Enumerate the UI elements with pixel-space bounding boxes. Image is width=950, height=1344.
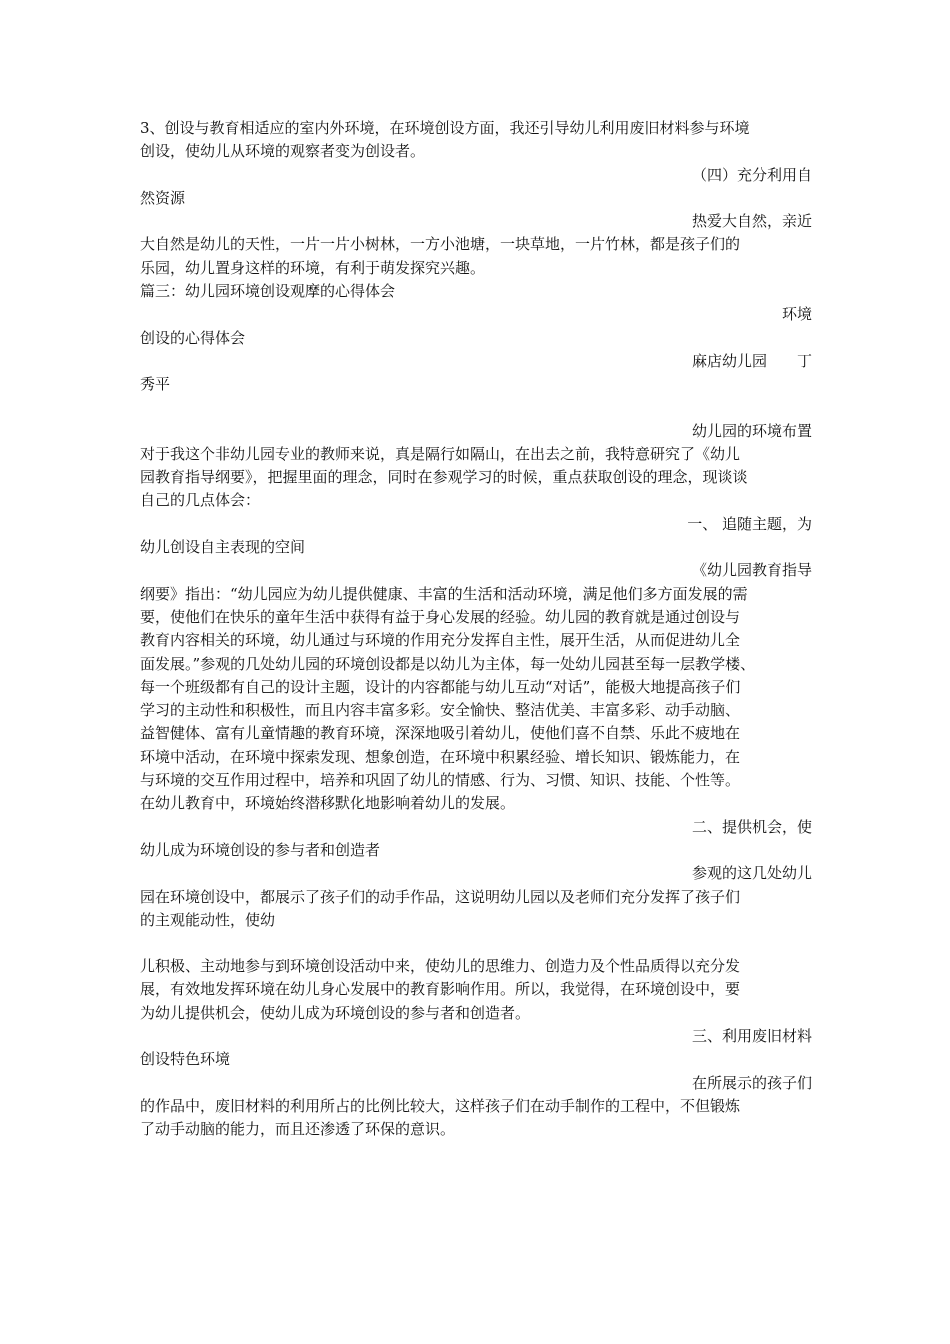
blank-line: [140, 932, 812, 955]
text-line: 3、创设与教育相适应的室内外环境，在环境创设方面，我还引导幼儿利用废旧材料参与环境: [140, 119, 750, 137]
text-line: 面发展。”参观的几处幼儿园的环境创设都是以幼儿为主体，每一处幼儿园甚至每一层教学楼、: [140, 654, 756, 673]
text-line: 幼儿成为环境创设的参与者和创造者: [140, 840, 381, 859]
text-line: 乐园，幼儿置身这样的环境，有利于萌发探究兴趣。: [140, 258, 486, 277]
text-line: 每一个班级都有自己的设计主题，设计的内容都能与幼儿互动“对话”，能极大地提高孩子们: [140, 677, 741, 696]
blank-line: [140, 397, 812, 420]
text-line: 然资源: [140, 188, 186, 207]
text-line: 学习的主动性和积极性，而且内容丰富多彩。安全愉快、整洁优美、丰富多彩、动手动脑、: [140, 701, 741, 720]
document-page: [140, 117, 812, 1141]
text-line: 纲要》指出：“幼儿园应为幼儿提供健康、丰富的生活和活动环境，满足他们多方面发展的需: [140, 584, 748, 603]
text-line: 创设特色环境: [140, 1050, 231, 1069]
text-line: 创设的心得体会: [140, 328, 246, 347]
text-line: 自己的几点体会：: [140, 491, 261, 510]
text-line: 要，使他们在快乐的童年生活中获得有益于身心发展的经验。幼儿园的教育就是通过创设与: [140, 607, 741, 626]
text-line: 教育内容相关的环境，幼儿通过与环境的作用充分发挥自主性，展开生活，从而促进幼儿全: [140, 631, 741, 650]
indented-line: 幼儿园的环境布置: [691, 421, 812, 440]
indented-line: 在所展示的孩子们: [691, 1073, 812, 1092]
text-line: 展，有效地发挥环境在幼儿身心发展中的教育影响作用。所以，我觉得，在环境创设中，要: [140, 980, 741, 999]
indented-line: （四）充分利用自: [691, 165, 812, 184]
text-line: 的主观能动性，使幼: [140, 910, 276, 929]
text-line: 大自然是幼儿的天性，一片一片小树林，一方小池塘，一块草地，一片竹林，都是孩子们的: [140, 235, 741, 254]
indented-line: 二、提供机会，使: [691, 817, 812, 836]
text-line: 创设，使幼儿从环境的观察者变为创设者。: [140, 142, 426, 161]
indented-line: 《幼儿园教育指导: [691, 561, 812, 580]
indented-line: 三、利用废旧材料: [691, 1026, 812, 1045]
text-line: 对于我这个非幼儿园专业的教师来说，真是隔行如隔山，在出去之前，我特意研究了《幼儿: [140, 444, 741, 463]
indented-line: 参观的这几处幼儿: [691, 864, 812, 883]
text-line: 的作品中，废旧材料的利用所占的比例比较大，这样孩子们在动手制作的工程中，不但锻炼: [140, 1096, 741, 1115]
text-line: 与环境的交互作用过程中，培养和巩固了幼儿的情感、行为、习惯、知识、技能、个性等。: [140, 771, 741, 790]
text-line: 益智健体、富有儿童情趣的教育环境，深深地吸引着幼儿，使他们喜不自禁、乐此不疲地在: [140, 724, 741, 743]
text-line: 篇三：幼儿园环境创设观摩的心得体会: [140, 282, 396, 301]
text-line: 为幼儿提供机会，使幼儿成为环境创设的参与者和创造者。: [140, 1003, 531, 1022]
text-line: 园在环境创设中，都展示了孩子们的动手作品，这说明幼儿园以及老师们充分发挥了孩子们: [140, 887, 741, 906]
text-line: 幼儿创设自主表现的空间: [140, 538, 306, 557]
text-line: 了动手动脑的能力，而且还渗透了环保的意识。: [140, 1120, 456, 1139]
text-line: 在幼儿教育中，环境始终潜移默化地影响着幼儿的发展。: [140, 794, 516, 813]
indented-line: 热爱大自然，亲近: [691, 212, 812, 231]
text-line: 儿积极、主动地参与到环境创设活动中来，使幼儿的思维力、创造力及个性品质得以充分发: [140, 957, 741, 976]
text-line: 环境中活动，在环境中探索发现、想象创造，在环境中积累经验、增长知识、锻炼能力，在: [140, 747, 741, 766]
text-line: 园教育指导纲要》，把握里面的理念，同时在参观学习的时候，重点获取创设的理念，现谈谈: [140, 468, 748, 487]
text-line: 秀平: [140, 375, 171, 394]
indented-line: 环境: [781, 305, 812, 324]
indented-line: 麻店幼儿园 丁: [691, 351, 812, 370]
indented-line: 一、 追随主题，为: [687, 514, 812, 533]
